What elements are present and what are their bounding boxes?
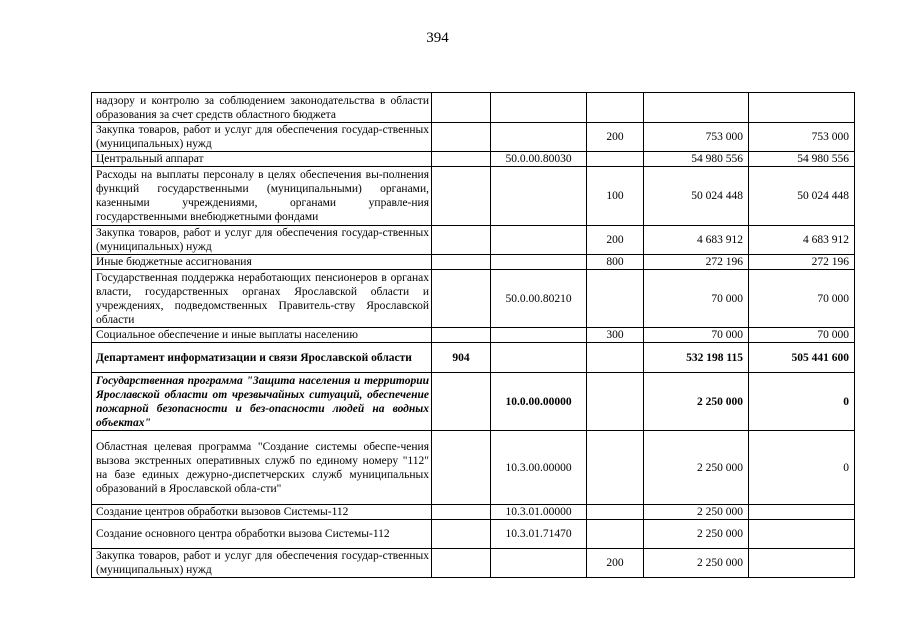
row-amount-year2: 70 000 bbox=[749, 270, 855, 328]
row-amount-year1: 70 000 bbox=[644, 328, 749, 343]
row-target-code bbox=[491, 549, 587, 578]
row-ministry-code bbox=[432, 270, 491, 328]
row-amount-year2: 0 bbox=[749, 373, 855, 431]
budget-table-body bbox=[92, 93, 855, 578]
page-number: 394 bbox=[426, 30, 449, 46]
table-row bbox=[92, 549, 855, 578]
row-ministry-code bbox=[432, 167, 491, 226]
row-ministry-code bbox=[432, 328, 491, 343]
row-ministry-code bbox=[432, 431, 491, 505]
row-amount-year2: 50 024 448 bbox=[749, 167, 855, 226]
row-expense-type bbox=[587, 152, 644, 167]
row-description: Иные бюджетные ассигнования bbox=[92, 255, 432, 270]
row-description: надзору и контролю за соблюдением законодательства в области образования за счет средств областного бюджета bbox=[92, 93, 432, 123]
row-expense-type: 300 bbox=[587, 328, 644, 343]
row-expense-type bbox=[587, 270, 644, 328]
row-amount-year2 bbox=[749, 505, 855, 520]
row-amount-year2: 54 980 556 bbox=[749, 152, 855, 167]
row-amount-year1: 753 000 bbox=[644, 123, 749, 152]
row-amount-year1: 2 250 000 bbox=[644, 431, 749, 505]
row-target-code bbox=[491, 328, 587, 343]
table-row bbox=[92, 431, 855, 505]
row-amount-year2 bbox=[749, 549, 855, 578]
table-row bbox=[92, 520, 855, 549]
row-ministry-code bbox=[432, 549, 491, 578]
row-amount-year1: 2 250 000 bbox=[644, 373, 749, 431]
row-target-code bbox=[491, 226, 587, 255]
row-amount-year1 bbox=[644, 93, 749, 123]
table-row bbox=[92, 152, 855, 167]
row-target-code: 10.3.01.00000 bbox=[491, 505, 587, 520]
row-expense-type bbox=[587, 343, 644, 373]
row-target-code: 10.3.01.71470 bbox=[491, 520, 587, 549]
row-target-code bbox=[491, 93, 587, 123]
row-target-code: 10.3.00.00000 bbox=[491, 431, 587, 505]
table-row bbox=[92, 343, 855, 373]
row-description: Закупка товаров, работ и услуг для обеспечения государ-ственных (муниципальных) нужд bbox=[92, 123, 432, 152]
row-amount-year1: 70 000 bbox=[644, 270, 749, 328]
row-amount-year2: 505 441 600 bbox=[749, 343, 855, 373]
row-amount-year2 bbox=[749, 93, 855, 123]
table-row bbox=[92, 373, 855, 431]
row-amount-year2: 0 bbox=[749, 431, 855, 505]
row-description: Закупка товаров, работ и услуг для обеспечения государ-ственных (муниципальных) нужд bbox=[92, 549, 432, 578]
row-description: Центральный аппарат bbox=[92, 152, 432, 167]
row-amount-year1: 54 980 556 bbox=[644, 152, 749, 167]
table-row bbox=[92, 505, 855, 520]
row-ministry-code bbox=[432, 373, 491, 431]
row-amount-year2: 272 196 bbox=[749, 255, 855, 270]
row-description: Областная целевая программа "Создание системы обеспе-чения вызова экстренных оперативных служб по единому номеру "112" на базе единых дежурно-диспетчерских служб муниципальных образований в Ярославской обла-сти" bbox=[92, 431, 432, 505]
row-amount-year1: 532 198 115 bbox=[644, 343, 749, 373]
table-row bbox=[92, 93, 855, 123]
row-ministry-code bbox=[432, 93, 491, 123]
row-amount-year1: 2 250 000 bbox=[644, 549, 749, 578]
row-amount-year2: 4 683 912 bbox=[749, 226, 855, 255]
row-target-code: 10.0.00.00000 bbox=[491, 373, 587, 431]
row-target-code: 50.0.00.80210 bbox=[491, 270, 587, 328]
table-row bbox=[92, 328, 855, 343]
row-target-code bbox=[491, 123, 587, 152]
row-expense-type bbox=[587, 373, 644, 431]
table-row bbox=[92, 123, 855, 152]
row-ministry-code bbox=[432, 226, 491, 255]
row-expense-type bbox=[587, 520, 644, 549]
row-expense-type bbox=[587, 93, 644, 123]
table-row bbox=[92, 270, 855, 328]
row-amount-year2: 70 000 bbox=[749, 328, 855, 343]
row-amount-year1: 2 250 000 bbox=[644, 505, 749, 520]
row-amount-year1: 4 683 912 bbox=[644, 226, 749, 255]
row-description: Расходы на выплаты персоналу в целях обеспечения вы-полнения функций государственными (муниципальными) органами, казенными учреждениями, органами управле-ния государственными внебюджетными фондами bbox=[92, 167, 432, 226]
row-amount-year1: 2 250 000 bbox=[644, 520, 749, 549]
row-expense-type bbox=[587, 505, 644, 520]
row-description: Закупка товаров, работ и услуг для обеспечения государ-ственных (муниципальных) нужд bbox=[92, 226, 432, 255]
row-description: Государственная программа "Защита населения и территории Ярославской области от чрезвычайных ситуаций, обеспечение пожарной безопасности и без-опасности людей на водных объектах" bbox=[92, 373, 432, 431]
table-row bbox=[92, 226, 855, 255]
row-expense-type bbox=[587, 431, 644, 505]
row-ministry-code bbox=[432, 520, 491, 549]
row-ministry-code bbox=[432, 505, 491, 520]
row-expense-type: 200 bbox=[587, 226, 644, 255]
row-description: Создание основного центра обработки вызова Системы-112 bbox=[92, 520, 432, 549]
row-expense-type: 200 bbox=[587, 549, 644, 578]
row-amount-year2: 753 000 bbox=[749, 123, 855, 152]
budget-table bbox=[91, 92, 855, 578]
row-description: Социальное обеспечение и иные выплаты населению bbox=[92, 328, 432, 343]
row-ministry-code: 904 bbox=[432, 343, 491, 373]
row-description: Создание центров обработки вызовов Системы-112 bbox=[92, 505, 432, 520]
row-expense-type: 200 bbox=[587, 123, 644, 152]
row-target-code: 50.0.00.80030 bbox=[491, 152, 587, 167]
row-description: Государственная поддержка неработающих пенсионеров в органах власти, государственных органах Ярославской области и учреждениях, подведомственных Правитель-ству Ярославской области bbox=[92, 270, 432, 328]
table-row bbox=[92, 167, 855, 226]
row-amount-year2 bbox=[749, 520, 855, 549]
row-target-code bbox=[491, 343, 587, 373]
row-target-code bbox=[491, 255, 587, 270]
row-expense-type: 800 bbox=[587, 255, 644, 270]
row-ministry-code bbox=[432, 255, 491, 270]
row-description: Департамент информатизации и связи Ярославской области bbox=[92, 343, 432, 373]
row-ministry-code bbox=[432, 123, 491, 152]
row-target-code bbox=[491, 167, 587, 226]
row-expense-type: 100 bbox=[587, 167, 644, 226]
row-amount-year1: 50 024 448 bbox=[644, 167, 749, 226]
row-amount-year1: 272 196 bbox=[644, 255, 749, 270]
row-ministry-code bbox=[432, 152, 491, 167]
table-row bbox=[92, 255, 855, 270]
